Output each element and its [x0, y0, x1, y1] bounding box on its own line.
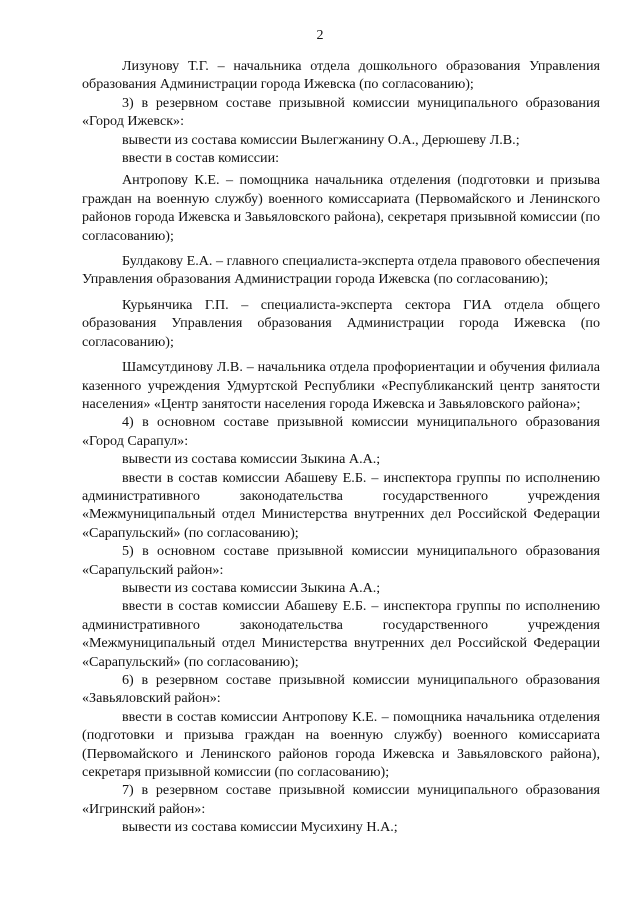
paragraph: 7) в резервном составе призывной комиссии муниципального образования «Игринский район»: — [82, 782, 600, 817]
paragraph: вывести из состава комиссии Зыкина А.А.; — [122, 451, 381, 468]
paragraph: вывести из состава комиссии Вылегжанину О.А., Дерюшеву Л.В.; — [122, 131, 520, 148]
paragraph: вывести из состава комиссии Мусихину Н.А.; — [122, 819, 398, 836]
paragraph: 4) в основном составе призывной комиссии муниципального образования «Город Сарапул»: — [82, 414, 600, 449]
paragraph: ввести в состав комиссии Абашеву Е.Б. – инспектора группы по исполнению административного законодательства государственного учреждения «Межмуниципальный отдел Министерства внутренних дел Российской Федерации «Сарапульский» (по согласованию); — [82, 469, 600, 541]
paragraph: ввести в состав комиссии: — [122, 150, 280, 167]
page-number: 2 — [316, 28, 324, 43]
paragraph: ввести в состав комиссии Антропову К.Е. – помощника начальника отделения (подготовки и призыва граждан на военную службу) военного комиссариата (Первомайского и Ленинского районов города Ижевска и Завьяловского района), секретаря призывной комиссии (по согласованию); — [82, 708, 600, 781]
paragraph: вывести из состава комиссии Зыкина А.А.; — [122, 579, 381, 596]
document-body — [82, 57, 600, 837]
paragraph: Булдакову Е.А. – главного специалиста-эксперта отдела правового обеспечения Управления образования Администрации города Ижевска (по согласованию); — [82, 253, 600, 288]
paragraph: Шамсутдинову Л.В. – начальника отдела профориентации и обучения филиала казенного учреждения Удмуртской Республики «Республиканский центр занятости населения» «Центр занятости населения города Ижевска и Завьяловского района»; — [82, 359, 600, 412]
paragraph: ввести в состав комиссии Абашеву Е.Б. – инспектора группы по исполнению административного законодательства государственного учреждения «Межмуниципальный отдел Министерства внутренних дел Российской Федерации «Сарапульский» (по согласованию); — [82, 598, 600, 670]
paragraph: Курьянчика Г.П. – специалиста-эксперта сектора ГИА отдела общего образования Управления образования Администрации города Ижевска (по согласованию); — [82, 296, 600, 350]
paragraph: 3) в резервном составе призывной комиссии муниципального образования «Город Ижевск»: — [82, 94, 600, 130]
paragraph: Антропову К.Е. – помощника начальника отделения (подготовки и призыва граждан на военную службу) военного комиссариата (Первомайского и Ленинского районов города Ижевска и Завьяловского района), секретаря призывной комиссии (по согласованию); — [82, 172, 600, 244]
paragraph: Лизунову Т.Г. – начальника отдела дошкольного образования Управления образования Администрации города Ижевска (по согласованию); — [82, 58, 600, 93]
paragraph: 5) в основном составе призывной комиссии муниципального образования «Сарапульский район»: — [82, 543, 600, 578]
paragraph: 6) в резервном составе призывной комиссии муниципального образования «Завьяловский район»: — [82, 672, 600, 707]
